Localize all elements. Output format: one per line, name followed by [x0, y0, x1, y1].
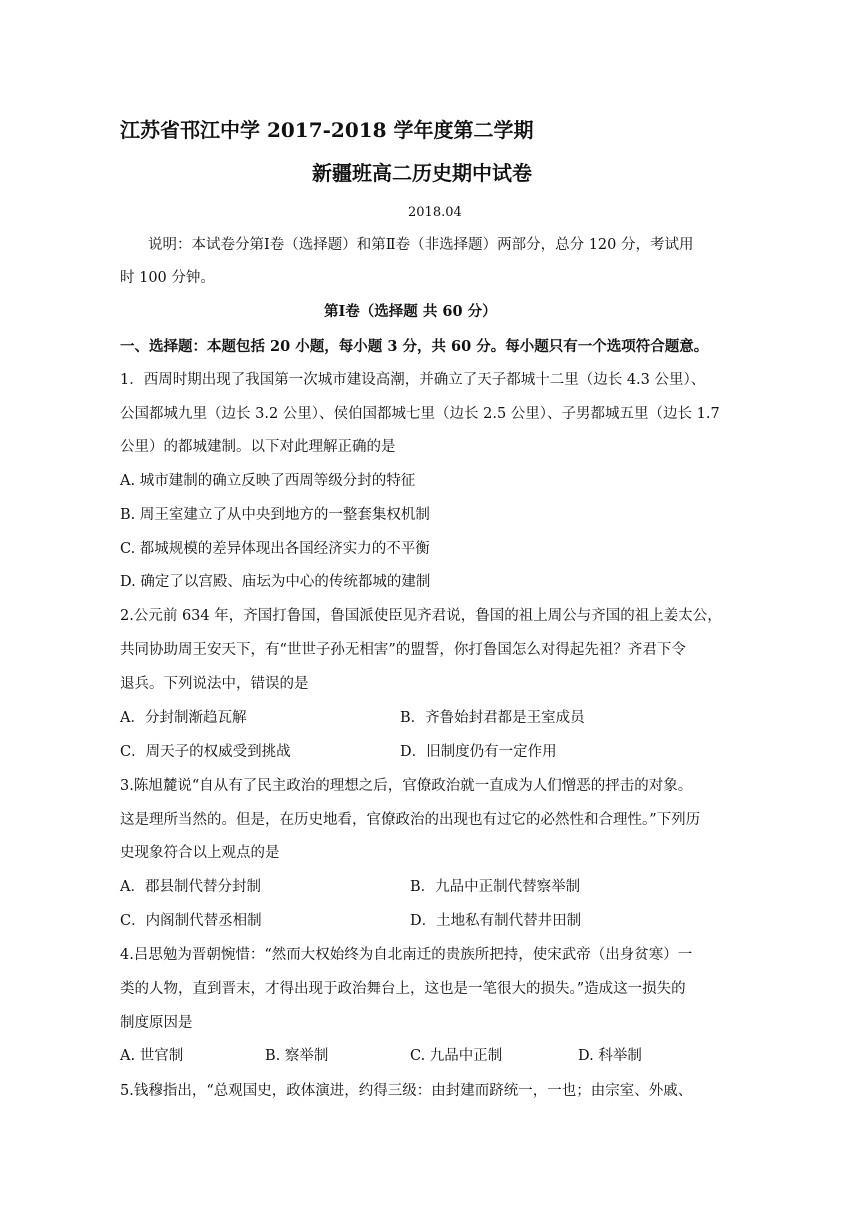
question-2-option-b: B．齐鲁始封君都是王室成员 [400, 710, 585, 726]
question-4-stem: 4.吕思勉为晋朝惋惜：“然而大权始终为自北南迁的贵族所把持，使宋武帝（出身贫寒）一 [120, 947, 693, 963]
question-1-option-d: D. 确定了以宫殿、庙坛为中心的传统都城的建制 [120, 574, 431, 590]
question-1-stem: 公国都城九里（边长 3.2 公里）、侯伯国都城七里（边长 2.5 公里）、子男都城五里（边长 1.7 [120, 406, 720, 422]
question-3-stem: 史现象符合以上观点的是 [120, 845, 280, 861]
question-3-option-d: D．土地私有制代替井田制 [410, 913, 582, 929]
question-4-option-d: D. 科举制 [578, 1048, 642, 1064]
instructions-line: 说明：本试卷分第Ⅰ卷（选择题）和第Ⅱ卷（非选择题）两部分，总分 120 分，考试用 [148, 237, 694, 253]
question-1-stem: 1．西周时期出现了我国第一次城市建设高潮，并确立了天子都城十二里（边长 4.3 公里）、 [120, 372, 706, 388]
question-4-option-a: A. 世官制 [120, 1048, 184, 1064]
question-3-option-a: A．郡县制代替分封制 [120, 879, 261, 895]
question-4-stem: 类的人物，直到晋末，才得出现于政治舞台上，这也是一笔很大的损失。”造成这一损失的 [120, 981, 686, 997]
question-4-stem: 制度原因是 [120, 1015, 193, 1031]
instructions-line: 时 100 分钟。 [120, 270, 215, 286]
question-5-stem: 5.钱穆指出，“总观国史，政体演进，约得三级：由封建而跻统一，一也；由宗室、外戚、 [120, 1083, 693, 1099]
question-1-option-b: B. 周王室建立了从中央到地方的一整套集权机制 [120, 507, 430, 523]
question-1-stem: 公里）的都城建制。以下对此理解正确的是 [120, 439, 396, 455]
question-4-option-c: C. 九品中正制 [410, 1048, 503, 1064]
question-2-option-c: C．周天子的权威受到挑战 [120, 744, 291, 760]
section-title: 第Ⅰ卷（选择题 共 60 分） [324, 303, 497, 320]
question-3-stem: 这是理所当然的。但是，在历史地看，官僚政治的出现也有过它的必然性和合理性。”下列历 [120, 812, 701, 828]
question-2-stem: 共同协助周王安天下，有“世世子孙无相害”的盟誓，你打鲁国怎么对得起先祖？齐君下令 [120, 642, 686, 658]
section-intro: 一、选择题：本题包括 20 小题，每小题 3 分，共 60 分。每小题只有一个选项符合题意。 [120, 338, 709, 355]
exam-title-subject: 新疆班高二历史期中试卷 [312, 161, 532, 185]
question-2-stem: 2.公元前 634 年，齐国打鲁国，鲁国派使臣见齐君说，鲁国的祖上周公与齐国的祖上姜太公， [120, 608, 722, 624]
question-4-option-b: B. 察举制 [265, 1048, 329, 1064]
exam-title-school: 江苏省邗江中学 2017-2018 学年度第二学期 [120, 118, 534, 142]
question-2-option-d: D．旧制度仍有一定作用 [400, 744, 557, 760]
question-1-option-a: A. 城市建制的确立反映了西周等级分封的特征 [120, 473, 416, 489]
question-2-option-a: A．分封制渐趋瓦解 [120, 710, 247, 726]
question-3-option-c: C．内阁制代替丞相制 [120, 913, 262, 929]
question-3-stem: 3.陈旭麓说“自从有了民主政治的理想之后，官僚政治就一直成为人们憎恶的抨击的对象。 [120, 778, 693, 794]
question-1-option-c: C. 都城规模的差异体现出各国经济实力的不平衡 [120, 541, 430, 557]
question-2-stem: 退兵。下列说法中，错误的是 [120, 676, 309, 692]
question-3-option-b: B．九品中正制代替察举制 [410, 879, 581, 895]
exam-date: 2018.04 [408, 205, 462, 220]
